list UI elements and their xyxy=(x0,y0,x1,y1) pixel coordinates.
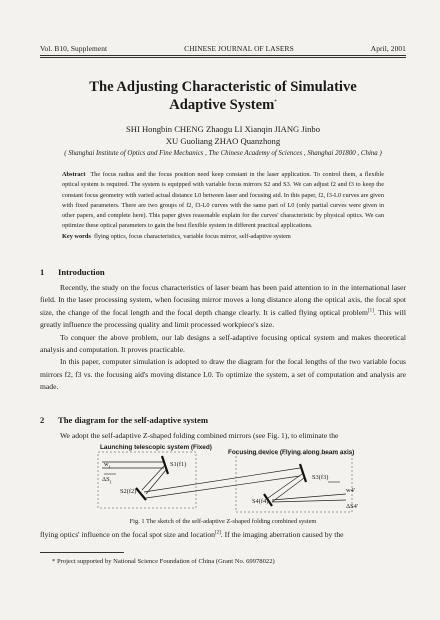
section-1-number: 1 xyxy=(40,267,45,277)
output-beam-a xyxy=(272,494,346,500)
section-2-body-bottom xyxy=(40,529,406,541)
label-w1 xyxy=(104,461,111,469)
footnote: * Project supported by National Science Foundation of China (Grant No. 69978022) xyxy=(52,558,275,565)
title-footnote-mark: * xyxy=(274,100,277,106)
mirror-s2 xyxy=(136,488,146,500)
section-1-paragraph-2: To conquer the above problem, our lab designs a self-adaptive focusing optical system and makes theoretical analysis and computation. It proves practicable. xyxy=(40,332,406,355)
authors-line-1: SHI Hongbin CHENG Zhaogu LI Xianqin JIANG Jinbo xyxy=(125,124,321,134)
beam-s2-s3-b xyxy=(146,476,300,498)
abstract-label: Abstract xyxy=(62,171,86,178)
title-line-1: The Adjusting Characteristic of Simulative xyxy=(89,79,357,95)
authors-line-2: XU Guoliang ZHAO Quanzhong xyxy=(165,136,281,146)
abstract-text: The focus radius and the focus position need keep constant in the laser application. To control them, a flexible optical system is required. The system is equipped with variable focus mirrors S2 and S3. We can adjust f2 and f3 to keep the constant focus geometry with varied actual distance L0 between laser and focusing aid. In this paper, f2, f3-L0 curves are given with fixed parameters. There are two groups of f2, f3-L0 curves with the same part of L0 (only partial curves were given in other papers, and complete here). This paper gives reasonable explain for the curves' characteristic by physical optics. We can optimize these optical parameters to gain the best flexible system in different practical applications. xyxy=(62,171,384,230)
keywords-label: Key words xyxy=(62,232,91,240)
title-line-2 xyxy=(40,96,406,114)
label-w1-sub: 1 xyxy=(108,464,111,470)
section-2-heading xyxy=(40,415,208,425)
s1p1-tail: . This will greatly influence the processing quality and limit processed workpiece's size. xyxy=(40,307,406,330)
section-2-body-top xyxy=(40,430,406,442)
label-s1: S1(f1) xyxy=(170,461,187,468)
header-rule-secondary xyxy=(40,57,406,58)
mirror-s3 xyxy=(300,464,306,482)
label-delta-s1 xyxy=(102,476,112,484)
affiliation: ( Shanghai Institute of Optics and Fine Mechanics , The Chinese Academy of Sciences , Shanghai 201800 , China ) xyxy=(64,150,382,157)
header-rule xyxy=(40,55,406,56)
label-s2: S2(f2) xyxy=(120,488,137,495)
label-delta-s1-text: ΔS xyxy=(102,476,110,483)
label-w4: w4' xyxy=(346,487,355,494)
s1p1-text: Recently, the study on the focus characteristics of laser beam has been paid attention to in the international laser field. In the laser processing system, when focusing mirror moves a long distance along the optical axis, the focal spot size, the change of the focal length and the focal depth change clearly. It is called flying optical problem xyxy=(40,283,406,317)
volume-label: Vol. B10, Supplement xyxy=(40,44,108,53)
label-s4: S4(f4) xyxy=(252,498,269,505)
label-delta-s1-sub: 1 xyxy=(109,479,112,485)
keywords-paragraph xyxy=(62,232,384,242)
abstract-paragraph xyxy=(62,170,384,232)
figure-label-right: Focusing device (Flying along beam axis) xyxy=(228,449,355,456)
keywords-text: flying optics, focus characteristics, variable focus mirror, self-adaptive system xyxy=(94,232,291,240)
section-1-body xyxy=(40,282,406,394)
s2p2-text: flying optics' influence on the focal spot size and location xyxy=(40,530,215,539)
label-s3: S3(f3) xyxy=(312,474,329,481)
figure-label-left: Launching telescopic system (Fixed) xyxy=(100,444,212,451)
citation-2: [2] xyxy=(214,530,221,536)
section-2-paragraph-2 xyxy=(40,529,406,541)
paper-title xyxy=(40,78,406,114)
label-delta-s4: ΔS4' xyxy=(346,503,359,510)
section-1-heading xyxy=(40,267,105,277)
section-2-paragraph-1: We adopt the self-adaptive Z-shaped folding combined mirrors (see Fig. 1), to eliminate the xyxy=(60,431,339,440)
running-header xyxy=(40,44,406,53)
abstract-block xyxy=(62,170,384,242)
section-2-number: 2 xyxy=(40,415,45,425)
section-1-title: Introduction xyxy=(58,267,105,277)
beam-s1-s2-a xyxy=(142,466,164,490)
journal-name: CHINESE JOURNAL OF LASERS xyxy=(184,44,294,53)
beam-s3-s4-a xyxy=(268,474,302,498)
section-2-title: The diagram for the self-adaptive system xyxy=(58,415,208,425)
section-1-paragraph-1 xyxy=(40,282,406,332)
citation-1: [1] xyxy=(367,308,374,314)
figure-1-caption: Fig. 1 The sketch of the self-adaptive Z-shaped folding combined system xyxy=(129,518,317,525)
label-w1-text: w xyxy=(104,461,109,468)
s2p2-tail: . If the imaging aberration caused by the xyxy=(220,530,344,539)
output-beam-b xyxy=(272,500,346,502)
section-1-paragraph-3: In this paper, computer simulation is adopted to draw the diagram for the focal lengths of the two variable focus mirrors f2, f3 vs. the focusing aid's moving distance L0. To optimize the system, a set of computation and analysis are made. xyxy=(40,357,406,392)
issue-date: April, 2001 xyxy=(370,44,406,53)
title-line-2-text: Adaptive System xyxy=(169,97,275,113)
footnote-rule xyxy=(40,552,124,553)
